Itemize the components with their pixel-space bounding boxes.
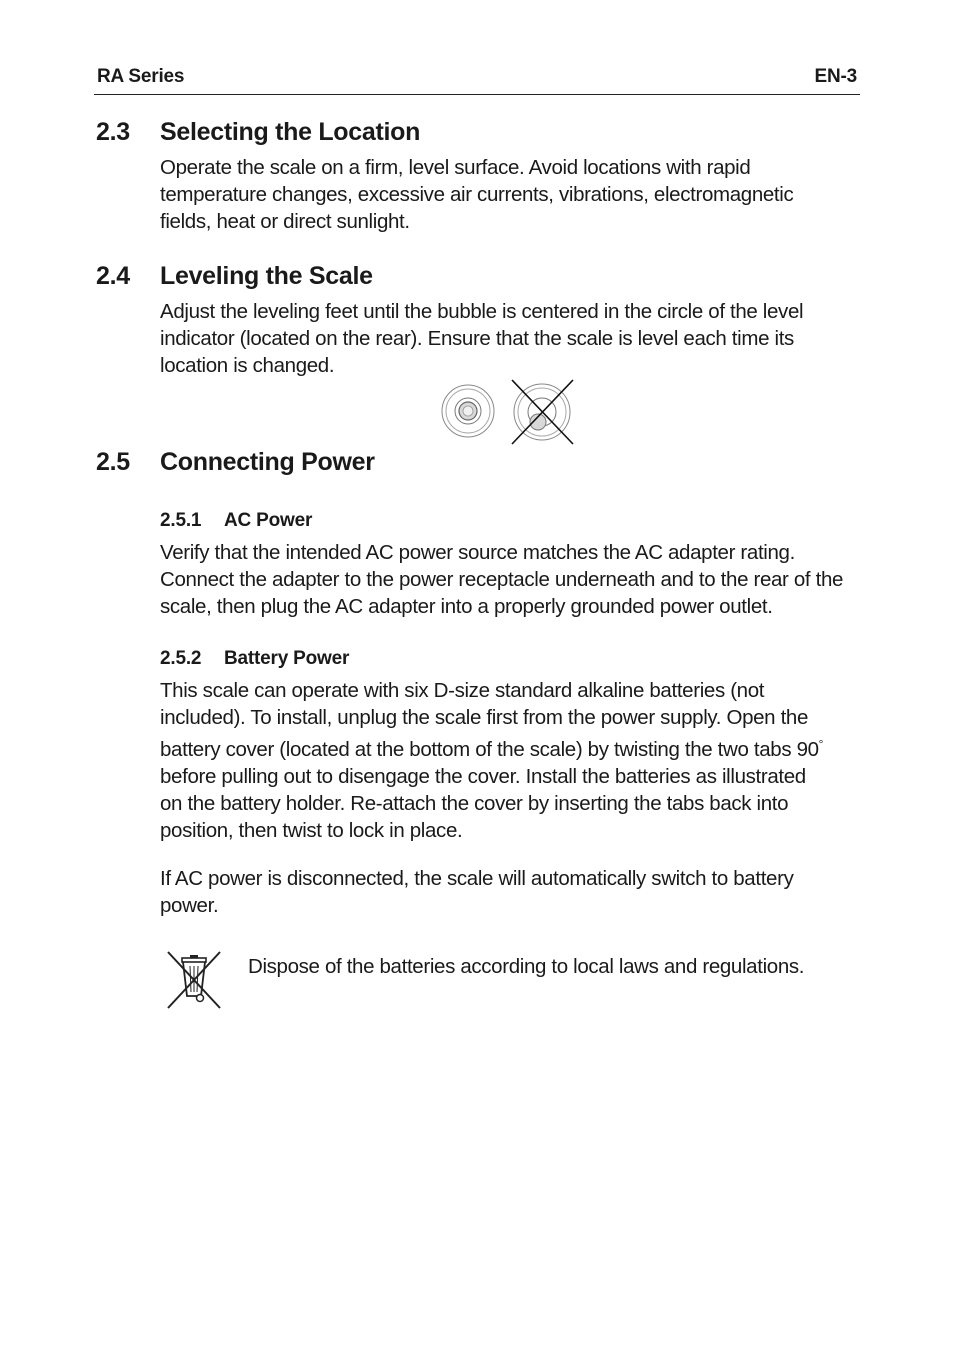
- section-heading-2-4: [96, 262, 373, 291]
- subsection-heading-2-5-2: [160, 648, 349, 670]
- page-header: [94, 66, 860, 95]
- level-indicator-figure: [438, 378, 578, 446]
- text-line: Operate the scale on a firm, level surface. Avoid locations with rapid: [160, 156, 751, 179]
- subsection-title: AC Power: [224, 510, 313, 531]
- section-heading-2-3: [96, 118, 420, 147]
- text-line: If AC power is disconnected, the scale will automatically switch to battery: [160, 867, 794, 890]
- text-line-with-degree: [160, 731, 860, 763]
- section-title: Leveling the Scale: [160, 262, 373, 290]
- crossed-out-wheelie-bin-icon: [164, 948, 226, 1012]
- section-number: 2.3: [96, 118, 130, 146]
- text-line: included). To install, unplug the scale first from the power supply. Open the: [160, 706, 809, 729]
- series-title: RA Series: [97, 66, 185, 87]
- level-correct-icon: [442, 385, 494, 437]
- text-line: Dispose of the batteries according to local laws and regulations.: [248, 955, 805, 978]
- text-line: Connect the adapter to the power receptacle underneath and to the rear of the: [160, 568, 844, 591]
- section-number: 2.5: [96, 448, 130, 476]
- section-title: Connecting Power: [160, 448, 375, 476]
- subsection-heading-2-5-1: [160, 510, 312, 532]
- subsection-number: 2.5.1: [160, 510, 202, 531]
- section-number: 2.4: [96, 262, 130, 290]
- paragraph-battery-power: [160, 677, 860, 844]
- text-line: temperature changes, excessive air currents, vibrations, electromagnetic: [160, 183, 794, 206]
- paragraph-location: [160, 154, 860, 235]
- text-line: position, then twist to lock in place.: [160, 819, 463, 842]
- subsection-number: 2.5.2: [160, 648, 202, 669]
- text-line: location is changed.: [160, 354, 335, 377]
- text-line: battery cover (located at the bottom of the scale) by twisting the two tabs 90: [160, 738, 819, 761]
- text-line: power.: [160, 894, 219, 917]
- disposal-note: [248, 953, 860, 980]
- text-line: on the battery holder. Re-attach the cover by inserting the tabs back into: [160, 792, 789, 815]
- section-heading-2-5: [96, 448, 375, 477]
- text-line: indicator (located on the rear). Ensure that the scale is level each time its: [160, 327, 794, 350]
- level-incorrect-icon: [512, 380, 573, 444]
- text-line: This scale can operate with six D-size standard alkaline batteries (not: [160, 679, 765, 702]
- subsection-title: Battery Power: [224, 648, 350, 669]
- text-line: before pulling out to disengage the cover. Install the batteries as illustrated: [160, 765, 806, 788]
- text-line: scale, then plug the AC adapter into a properly grounded power outlet.: [160, 595, 773, 618]
- page-number: EN-3: [814, 66, 857, 87]
- paragraph-ac-power: [160, 539, 860, 620]
- text-line: Adjust the leveling feet until the bubble is centered in the circle of the level: [160, 300, 804, 323]
- section-title: Selecting the Location: [160, 118, 421, 146]
- text-line: Verify that the intended AC power source matches the AC adapter rating.: [160, 541, 795, 564]
- paragraph-auto-switch: [160, 865, 860, 919]
- text-line: fields, heat or direct sunlight.: [160, 210, 410, 233]
- paragraph-leveling: [160, 298, 860, 379]
- degree-sign: °: [818, 737, 824, 751]
